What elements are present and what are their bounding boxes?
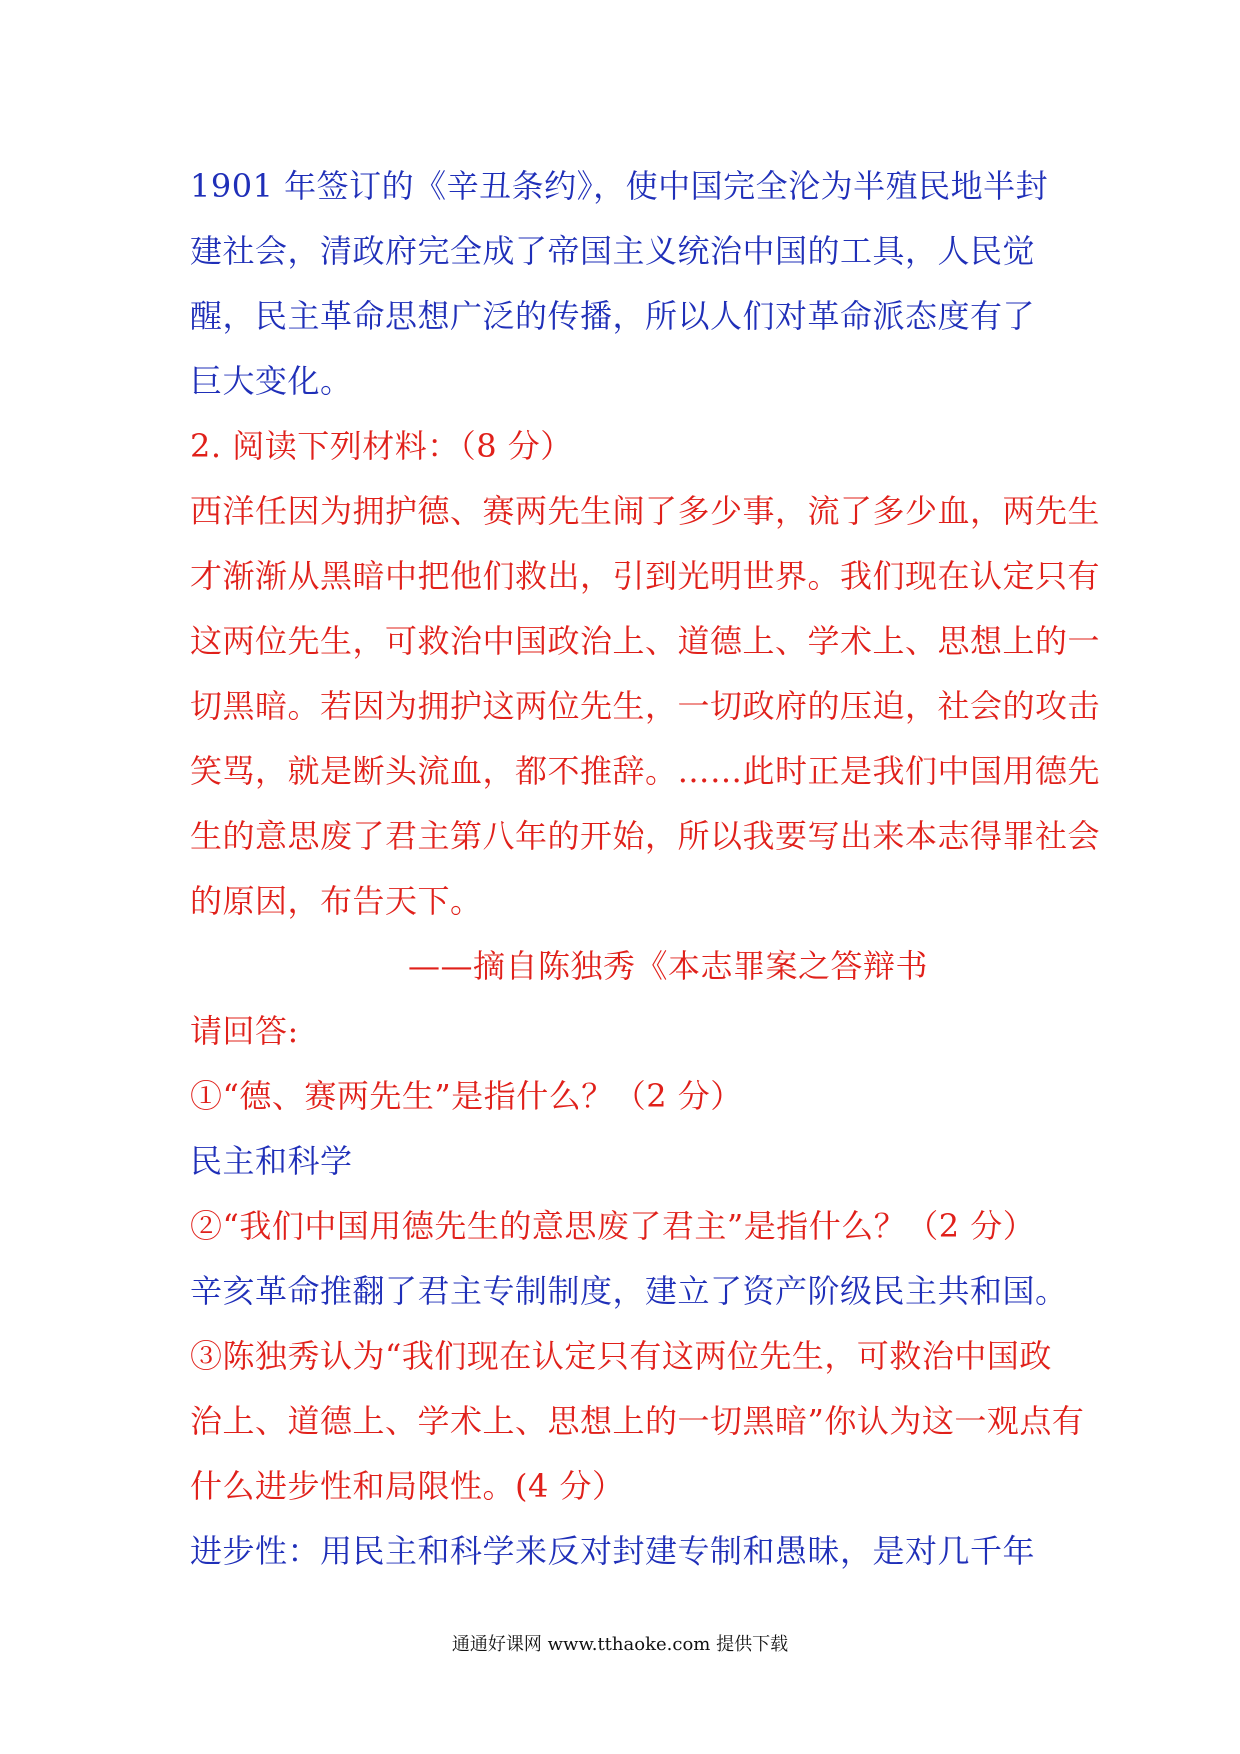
answer-1: 民主和科学 bbox=[190, 1142, 353, 1180]
question-line: 什么进步性和局限性。(4 分） bbox=[190, 1467, 625, 1505]
material-line: 生的意思废了君主第八年的开始，所以我要写出来本志得罪社会 bbox=[190, 817, 1101, 855]
material-line: 笑骂，就是断头流血，都不推辞。……此时正是我们中国用德先 bbox=[190, 752, 1101, 790]
sub-question-1: ①“德、赛两先生”是指什么？（2 分） bbox=[190, 1077, 743, 1115]
material-citation: ——摘自陈独秀《本志罪案之答辩书 bbox=[408, 947, 929, 985]
sub-question-3 bbox=[190, 1324, 1085, 1519]
material-line: 才渐渐从黑暗中把他们救出，引到光明世界。我们现在认定只有 bbox=[190, 557, 1101, 595]
material-line: 的原因，布告天下。 bbox=[190, 882, 483, 920]
material-line: 切黑暗。若因为拥护这两位先生，一切政府的压迫，社会的攻击 bbox=[190, 687, 1101, 725]
answer-paragraph-1901 bbox=[190, 154, 1060, 414]
answer-3: 进步性：用民主和科学来反对封建专制和愚昧，是对几千年 bbox=[190, 1532, 1036, 1570]
answer-2: 辛亥革命推翻了君主专制制度，建立了资产阶级民主共和国。 bbox=[190, 1272, 1068, 1310]
question-2-heading: 2. 阅读下列材料：（8 分） bbox=[190, 427, 573, 465]
question-line: ③陈独秀认为“我们现在认定只有这两位先生，可救治中国政 bbox=[190, 1337, 1052, 1375]
reading-material bbox=[190, 479, 1101, 934]
answer-prompt: 请回答: bbox=[190, 1012, 299, 1050]
sub-question-2: ②“我们中国用德先生的意思废了君主”是指什么？（2 分） bbox=[190, 1207, 1036, 1245]
text-line: 建社会，清政府完全成了帝国主义统治中国的工具，人民觉 bbox=[190, 232, 1036, 270]
text-line: 1901 年签订的《辛丑条约》，使中国完全沦为半殖民地半封 bbox=[190, 167, 1049, 205]
material-line: 这两位先生，可救治中国政治上、道德上、学术上、思想上的一 bbox=[190, 622, 1101, 660]
text-line: 巨大变化。 bbox=[190, 362, 353, 400]
text-line: 醒，民主革命思想广泛的传播，所以人们对革命派态度有了 bbox=[190, 297, 1036, 335]
material-line: 西洋任因为拥护德、赛两先生闹了多少事，流了多少血，两先生 bbox=[190, 492, 1101, 530]
document-page bbox=[190, 154, 1101, 1584]
question-line: 治上、道德上、学术上、思想上的一切黑暗”你认为这一观点有 bbox=[190, 1402, 1085, 1440]
page-footer: 通通好课网 www.tthaoke.com 提供下载 bbox=[451, 1634, 789, 1655]
